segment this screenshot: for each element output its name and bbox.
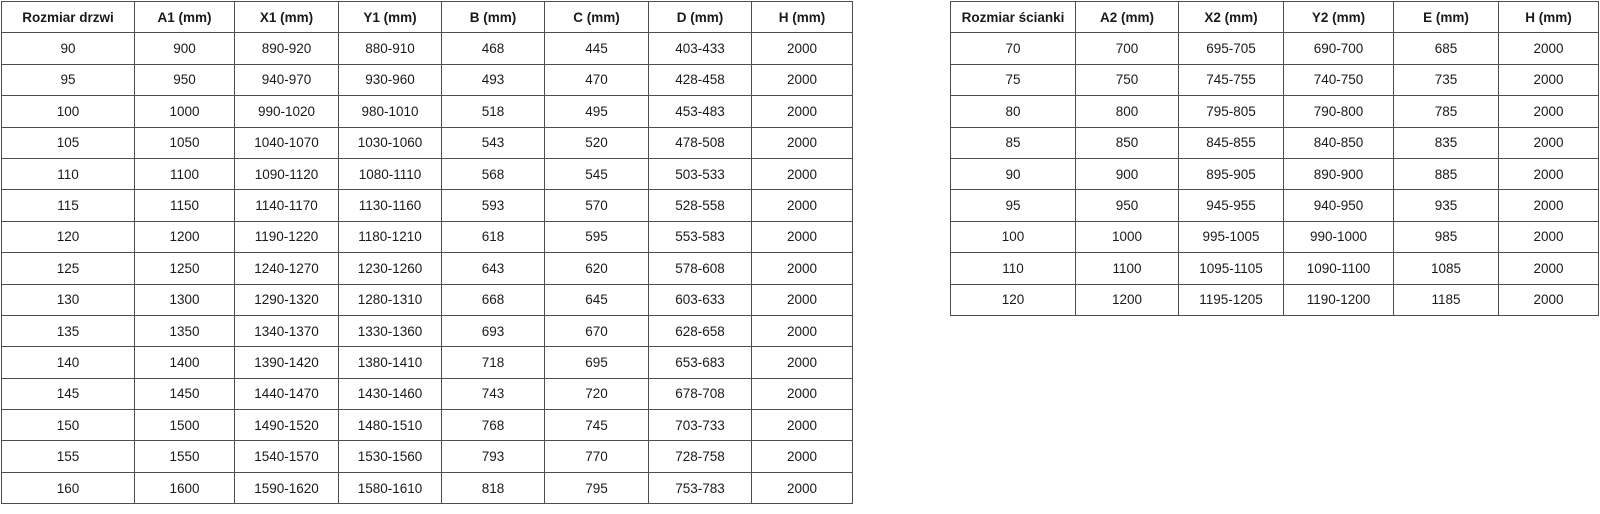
table-cell: 835 bbox=[1394, 127, 1499, 158]
table-cell: 1290-1320 bbox=[235, 284, 339, 315]
column-header: C (mm) bbox=[545, 2, 649, 33]
table-cell: 1330-1360 bbox=[339, 315, 442, 346]
table-cell: 2000 bbox=[752, 253, 853, 284]
table-cell: 1040-1070 bbox=[235, 127, 339, 158]
table-cell: 745 bbox=[545, 410, 649, 441]
table-cell: 1185 bbox=[1394, 284, 1499, 315]
table-cell: 75 bbox=[951, 64, 1076, 95]
table-cell: 1190-1220 bbox=[235, 221, 339, 252]
table-cell: 2000 bbox=[752, 33, 853, 64]
table-cell: 2000 bbox=[752, 284, 853, 315]
table-cell: 100 bbox=[2, 96, 135, 127]
table-cell: 840-850 bbox=[1284, 127, 1394, 158]
table-row bbox=[2, 96, 853, 127]
table-row bbox=[951, 33, 1599, 64]
table-cell: 1480-1510 bbox=[339, 410, 442, 441]
table-cell: 2000 bbox=[1499, 284, 1599, 315]
table-cell: 750 bbox=[1076, 64, 1179, 95]
table-cell: 105 bbox=[2, 127, 135, 158]
table-cell: 403-433 bbox=[649, 33, 752, 64]
table-cell: 518 bbox=[442, 96, 545, 127]
table-cell: 160 bbox=[2, 472, 135, 503]
table-cell: 690-700 bbox=[1284, 33, 1394, 64]
table-row bbox=[951, 64, 1599, 95]
table-cell: 2000 bbox=[752, 158, 853, 189]
table-cell: 950 bbox=[135, 64, 235, 95]
table-cell: 1030-1060 bbox=[339, 127, 442, 158]
column-header: H (mm) bbox=[752, 2, 853, 33]
table-cell: 545 bbox=[545, 158, 649, 189]
table-cell: 1150 bbox=[135, 190, 235, 221]
table-row bbox=[951, 221, 1599, 252]
table-cell: 1090-1100 bbox=[1284, 253, 1394, 284]
table-cell: 595 bbox=[545, 221, 649, 252]
table-cell: 115 bbox=[2, 190, 135, 221]
table-cell: 90 bbox=[951, 158, 1076, 189]
table-row bbox=[2, 127, 853, 158]
table-cell: 445 bbox=[545, 33, 649, 64]
table-row bbox=[2, 472, 853, 503]
table-cell: 70 bbox=[951, 33, 1076, 64]
table-cell: 980-1010 bbox=[339, 96, 442, 127]
table-row bbox=[951, 158, 1599, 189]
table-cell: 768 bbox=[442, 410, 545, 441]
table-cell: 895-905 bbox=[1179, 158, 1284, 189]
table-cell: 643 bbox=[442, 253, 545, 284]
table-cell: 1130-1160 bbox=[339, 190, 442, 221]
table-cell: 2000 bbox=[752, 315, 853, 346]
table-cell: 790-800 bbox=[1284, 96, 1394, 127]
table-cell: 1250 bbox=[135, 253, 235, 284]
table-cell: 95 bbox=[2, 64, 135, 95]
table-cell: 603-633 bbox=[649, 284, 752, 315]
column-header: A1 (mm) bbox=[135, 2, 235, 33]
table-cell: 145 bbox=[2, 378, 135, 409]
table-cell: 1450 bbox=[135, 378, 235, 409]
table-cell: 1180-1210 bbox=[339, 221, 442, 252]
table-cell: 570 bbox=[545, 190, 649, 221]
table-cell: 703-733 bbox=[649, 410, 752, 441]
table-cell: 95 bbox=[951, 190, 1076, 221]
column-header: D (mm) bbox=[649, 2, 752, 33]
table-cell: 1530-1560 bbox=[339, 441, 442, 472]
table-cell: 528-558 bbox=[649, 190, 752, 221]
door-size-table bbox=[1, 1, 853, 504]
table-cell: 770 bbox=[545, 441, 649, 472]
table-row bbox=[951, 127, 1599, 158]
table-cell: 795-805 bbox=[1179, 96, 1284, 127]
table-cell: 2000 bbox=[752, 64, 853, 95]
table-cell: 1590-1620 bbox=[235, 472, 339, 503]
table-cell: 1000 bbox=[1076, 221, 1179, 252]
table-cell: 668 bbox=[442, 284, 545, 315]
table-cell: 990-1020 bbox=[235, 96, 339, 127]
header-row bbox=[2, 2, 853, 33]
table-cell: 1500 bbox=[135, 410, 235, 441]
table-cell: 1050 bbox=[135, 127, 235, 158]
table-cell: 2000 bbox=[752, 96, 853, 127]
table-cell: 543 bbox=[442, 127, 545, 158]
table-cell: 653-683 bbox=[649, 347, 752, 378]
table-cell: 880-910 bbox=[339, 33, 442, 64]
table-cell: 850 bbox=[1076, 127, 1179, 158]
table-cell: 985 bbox=[1394, 221, 1499, 252]
table-cell: 2000 bbox=[1499, 96, 1599, 127]
wall-size-table bbox=[950, 1, 1599, 316]
table-cell: 453-483 bbox=[649, 96, 752, 127]
table-cell: 2000 bbox=[752, 441, 853, 472]
table-cell: 720 bbox=[545, 378, 649, 409]
column-header: X2 (mm) bbox=[1179, 2, 1284, 33]
table-cell: 685 bbox=[1394, 33, 1499, 64]
table-cell: 470 bbox=[545, 64, 649, 95]
table-cell: 1600 bbox=[135, 472, 235, 503]
table-cell: 1085 bbox=[1394, 253, 1499, 284]
table-cell: 940-970 bbox=[235, 64, 339, 95]
table-cell: 1550 bbox=[135, 441, 235, 472]
table-row bbox=[2, 347, 853, 378]
table-cell: 110 bbox=[951, 253, 1076, 284]
table-cell: 85 bbox=[951, 127, 1076, 158]
table-cell: 503-533 bbox=[649, 158, 752, 189]
column-header: Rozmiar drzwi bbox=[2, 2, 135, 33]
table-cell: 120 bbox=[951, 284, 1076, 315]
table-row bbox=[2, 410, 853, 441]
table-cell: 670 bbox=[545, 315, 649, 346]
table-cell: 945-955 bbox=[1179, 190, 1284, 221]
table-cell: 428-458 bbox=[649, 64, 752, 95]
table-cell: 120 bbox=[2, 221, 135, 252]
table-row bbox=[2, 33, 853, 64]
table-cell: 753-783 bbox=[649, 472, 752, 503]
column-header: X1 (mm) bbox=[235, 2, 339, 33]
table-cell: 2000 bbox=[752, 410, 853, 441]
table-cell: 2000 bbox=[1499, 158, 1599, 189]
table-cell: 740-750 bbox=[1284, 64, 1394, 95]
table-cell: 1100 bbox=[135, 158, 235, 189]
table-cell: 520 bbox=[545, 127, 649, 158]
table-cell: 2000 bbox=[752, 378, 853, 409]
header-row bbox=[951, 2, 1599, 33]
table-row bbox=[2, 221, 853, 252]
table-row bbox=[951, 284, 1599, 315]
table-cell: 495 bbox=[545, 96, 649, 127]
table-cell: 890-900 bbox=[1284, 158, 1394, 189]
table-cell: 478-508 bbox=[649, 127, 752, 158]
table-cell: 735 bbox=[1394, 64, 1499, 95]
table-row bbox=[2, 253, 853, 284]
column-header: H (mm) bbox=[1499, 2, 1599, 33]
table-cell: 2000 bbox=[752, 221, 853, 252]
table-cell: 1195-1205 bbox=[1179, 284, 1284, 315]
table-cell: 130 bbox=[2, 284, 135, 315]
table-cell: 1090-1120 bbox=[235, 158, 339, 189]
table-cell: 2000 bbox=[752, 127, 853, 158]
table-cell: 2000 bbox=[1499, 190, 1599, 221]
table-cell: 2000 bbox=[752, 347, 853, 378]
table-cell: 2000 bbox=[1499, 253, 1599, 284]
table-cell: 718 bbox=[442, 347, 545, 378]
table-cell: 620 bbox=[545, 253, 649, 284]
table-cell: 1190-1200 bbox=[1284, 284, 1394, 315]
table-cell: 1080-1110 bbox=[339, 158, 442, 189]
table-row bbox=[2, 315, 853, 346]
column-header: A2 (mm) bbox=[1076, 2, 1179, 33]
table-cell: 890-920 bbox=[235, 33, 339, 64]
table-row bbox=[2, 158, 853, 189]
table-cell: 1580-1610 bbox=[339, 472, 442, 503]
table-cell: 950 bbox=[1076, 190, 1179, 221]
table-cell: 1100 bbox=[1076, 253, 1179, 284]
table-cell: 1540-1570 bbox=[235, 441, 339, 472]
table-cell: 1230-1260 bbox=[339, 253, 442, 284]
table-cell: 593 bbox=[442, 190, 545, 221]
table-cell: 728-758 bbox=[649, 441, 752, 472]
table-cell: 2000 bbox=[1499, 221, 1599, 252]
table-cell: 1380-1410 bbox=[339, 347, 442, 378]
table-row bbox=[2, 284, 853, 315]
table-cell: 1440-1470 bbox=[235, 378, 339, 409]
table-cell: 135 bbox=[2, 315, 135, 346]
table-row bbox=[2, 190, 853, 221]
table-cell: 695 bbox=[545, 347, 649, 378]
table-cell: 785 bbox=[1394, 96, 1499, 127]
table-cell: 90 bbox=[2, 33, 135, 64]
table-cell: 578-608 bbox=[649, 253, 752, 284]
table-cell: 1340-1370 bbox=[235, 315, 339, 346]
table-cell: 100 bbox=[951, 221, 1076, 252]
table-cell: 800 bbox=[1076, 96, 1179, 127]
column-header: E (mm) bbox=[1394, 2, 1499, 33]
table-cell: 1490-1520 bbox=[235, 410, 339, 441]
table-cell: 628-658 bbox=[649, 315, 752, 346]
table-cell: 1350 bbox=[135, 315, 235, 346]
table-cell: 568 bbox=[442, 158, 545, 189]
table-cell: 1400 bbox=[135, 347, 235, 378]
table-row bbox=[951, 96, 1599, 127]
table-cell: 678-708 bbox=[649, 378, 752, 409]
table-cell: 2000 bbox=[1499, 64, 1599, 95]
table-row bbox=[2, 441, 853, 472]
column-header: Y2 (mm) bbox=[1284, 2, 1394, 33]
table-cell: 125 bbox=[2, 253, 135, 284]
table-cell: 930-960 bbox=[339, 64, 442, 95]
column-header: B (mm) bbox=[442, 2, 545, 33]
table-cell: 645 bbox=[545, 284, 649, 315]
column-header: Y1 (mm) bbox=[339, 2, 442, 33]
table-cell: 995-1005 bbox=[1179, 221, 1284, 252]
table-cell: 1140-1170 bbox=[235, 190, 339, 221]
table-cell: 845-855 bbox=[1179, 127, 1284, 158]
table-cell: 1280-1310 bbox=[339, 284, 442, 315]
table-cell: 140 bbox=[2, 347, 135, 378]
table-cell: 80 bbox=[951, 96, 1076, 127]
table-cell: 1300 bbox=[135, 284, 235, 315]
table-cell: 700 bbox=[1076, 33, 1179, 64]
table-cell: 2000 bbox=[752, 190, 853, 221]
table-cell: 743 bbox=[442, 378, 545, 409]
table-cell: 493 bbox=[442, 64, 545, 95]
table-cell: 695-705 bbox=[1179, 33, 1284, 64]
table-row bbox=[2, 378, 853, 409]
table-cell: 155 bbox=[2, 441, 135, 472]
table-cell: 793 bbox=[442, 441, 545, 472]
table-cell: 795 bbox=[545, 472, 649, 503]
table-cell: 900 bbox=[135, 33, 235, 64]
table-cell: 2000 bbox=[1499, 33, 1599, 64]
table-cell: 618 bbox=[442, 221, 545, 252]
table-cell: 110 bbox=[2, 158, 135, 189]
table-row bbox=[951, 253, 1599, 284]
table-cell: 900 bbox=[1076, 158, 1179, 189]
table-cell: 818 bbox=[442, 472, 545, 503]
table-cell: 2000 bbox=[752, 472, 853, 503]
column-header: Rozmiar ścianki bbox=[951, 2, 1076, 33]
table-cell: 990-1000 bbox=[1284, 221, 1394, 252]
table-cell: 693 bbox=[442, 315, 545, 346]
table-cell: 150 bbox=[2, 410, 135, 441]
table-cell: 1390-1420 bbox=[235, 347, 339, 378]
table-cell: 468 bbox=[442, 33, 545, 64]
table-cell: 1200 bbox=[135, 221, 235, 252]
table-row bbox=[951, 190, 1599, 221]
table-cell: 1200 bbox=[1076, 284, 1179, 315]
table-cell: 940-950 bbox=[1284, 190, 1394, 221]
table-cell: 2000 bbox=[1499, 127, 1599, 158]
table-cell: 885 bbox=[1394, 158, 1499, 189]
table-cell: 1000 bbox=[135, 96, 235, 127]
table-cell: 1095-1105 bbox=[1179, 253, 1284, 284]
table-cell: 745-755 bbox=[1179, 64, 1284, 95]
table-cell: 935 bbox=[1394, 190, 1499, 221]
table-cell: 553-583 bbox=[649, 221, 752, 252]
table-row bbox=[2, 64, 853, 95]
table-cell: 1240-1270 bbox=[235, 253, 339, 284]
table-cell: 1430-1460 bbox=[339, 378, 442, 409]
